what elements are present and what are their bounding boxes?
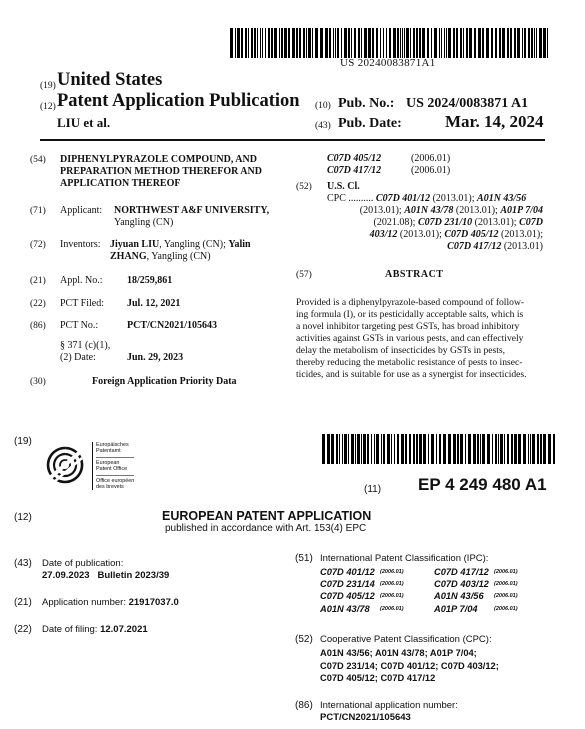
us-cpc-version: (2013.01) <box>501 241 543 252</box>
us-inventor-name: Jiyuan LIU <box>110 239 160 250</box>
ep-code-12: (12) <box>14 512 32 523</box>
us-pct-no-label: PCT No.: <box>60 320 99 331</box>
us-cpc-version: (2013.01); <box>359 205 405 216</box>
epo-logo-text: Patent Office <box>96 466 128 472</box>
ep-filing-date: 12.07.2021 <box>100 624 148 635</box>
us-uscl-code: (52) <box>296 182 312 192</box>
ep-filing-label: Date of filing: <box>42 624 98 635</box>
us-title-line: PREPARATION METHOD THEREFOR AND <box>60 166 262 177</box>
ep-ipc-class: C07D 417/12 <box>434 567 489 577</box>
us-ipc-version: (2006.01) <box>411 153 451 164</box>
ep-ipc-row <box>320 566 518 578</box>
us-barcode <box>230 28 550 58</box>
ep-filing-line <box>42 624 148 635</box>
us-inventor-loc: , Yangling (CN) <box>146 251 211 262</box>
ep-cpc-line: A01N 43/56; A01N 43/78; A01P 7/04; <box>320 648 477 658</box>
us-pub-no-label: Pub. No.: <box>338 96 395 111</box>
us-cpc-version: (2013.01); <box>453 205 501 216</box>
us-pub-date-code: (43) <box>315 121 331 131</box>
us-cpc-version: (2013.01); <box>498 229 543 240</box>
us-cpc-class: C07D 231/10 <box>417 217 473 228</box>
us-appl-no: 18/259,861 <box>127 275 173 286</box>
us-cpc-label: CPC <box>327 193 346 204</box>
ep-code-11: (11) <box>364 484 382 495</box>
us-ipc-row <box>327 165 450 177</box>
ep-app-no-line <box>42 597 179 608</box>
us-applicant-label: Applicant: <box>60 205 103 216</box>
us-cpc-class: A01P 7/04 <box>500 205 543 216</box>
ep-ipc-version: (2006.01) <box>380 569 404 575</box>
ep-date-pub-label: Date of publication: <box>42 558 124 569</box>
us-s371-line2: (2) Date: <box>60 352 96 363</box>
us-cpc-line <box>447 241 543 253</box>
us-applicant-name: NORTHWEST A&F UNIVERSITY, <box>114 205 270 216</box>
us-abstract-line: ticides, and is suitable for use as a synergist for insecticides. <box>296 369 527 380</box>
us-cpc-class: C07D 417/12 <box>447 241 502 252</box>
epo-logo-text: Office européen <box>96 478 135 484</box>
ep-ipc-version: (2006.01) <box>380 605 404 612</box>
ep-ipc-grid <box>320 566 518 615</box>
ep-ipc-version: (2006.01) <box>494 605 518 612</box>
epo-logo <box>44 440 154 498</box>
us-ipc-class: C07D 417/12 <box>327 165 382 176</box>
ep-cpc-label: Cooperative Patent Classification (CPC): <box>320 634 492 645</box>
ep-cpc-list <box>320 647 499 685</box>
us-pct-filed-label: PCT Filed: <box>60 298 104 309</box>
ep-ipc-version: (2006.01) <box>494 593 518 600</box>
us-priority-label: Foreign Application Priority Data <box>92 376 237 387</box>
us-inventor-loc: , Yangling (CN); <box>159 239 226 250</box>
us-abstract-line: ing formula (I), or its pesticidally acceptable salts, which is <box>296 309 524 320</box>
us-inventor-name: Yalin <box>228 239 251 250</box>
epo-logo-text: des brevets <box>96 484 124 490</box>
us-title <box>60 154 295 190</box>
ep-ipc-version: (2006.01) <box>380 593 404 600</box>
us-cpc-class: C07D <box>519 217 543 228</box>
us-cpc-version: (2013.01); <box>430 193 478 204</box>
ep-ipc-row <box>320 603 518 615</box>
us-title-line: APPLICATION THEREOF <box>60 178 181 189</box>
ep-ipc-label: International Patent Classification (IPC): <box>320 553 489 564</box>
us-abstract-code: (57) <box>296 270 312 280</box>
ep-cpc-line: C07D 231/14; C07D 401/12; C07D 403/12; <box>320 660 499 671</box>
us-s371-line1: § 371 (c)(1), <box>60 340 111 351</box>
us-cpc-line <box>360 205 543 217</box>
us-ipc-class: C07D 405/12 <box>327 153 382 164</box>
us-abstract-line: delay the metabolism of insecticides by GSTs in pests, <box>296 345 506 356</box>
us-applicant-loc: Yangling (CN) <box>114 217 174 228</box>
ep-filing-code: (22) <box>14 624 32 635</box>
us-cpc-dots: .......... <box>348 193 374 204</box>
us-appl-code: (21) <box>30 276 46 286</box>
us-cpc-version: (2021.08); <box>373 217 418 228</box>
us-abstract-line: activities against GSTs in various pests, and can effectively <box>296 333 524 344</box>
ep-ipc-version: (2006.01) <box>380 581 404 588</box>
us-inventors-label: Inventors: <box>60 239 101 250</box>
us-abstract-line: thereby reducing the metabolic resistance of pests to insec- <box>296 357 523 368</box>
us-abstract-line: Provided is a diphenylpyrazole-based compound of follow- <box>296 297 525 308</box>
us-ipc-table <box>327 153 450 177</box>
us-applicant-code: (71) <box>30 206 46 216</box>
ep-ipc-row <box>320 578 518 590</box>
ep-ipc-class: A01P 7/04 <box>434 603 478 614</box>
ep-ipc-class: A01N 43/78 <box>320 603 370 614</box>
us-pct-filed-code: (22) <box>30 299 46 309</box>
ep-app-no-code: (21) <box>14 597 32 608</box>
us-barcode-number: US 20240083871A1 <box>340 57 436 69</box>
us-inventor-name: ZHANG <box>110 251 147 262</box>
us-ipc-version: (2006.01) <box>411 165 451 176</box>
us-country-code: (19) <box>40 81 56 91</box>
ep-intl-label: International application number: <box>320 700 458 711</box>
us-s371-date: Jun. 29, 2023 <box>127 352 184 363</box>
ep-ipc-version: (2006.01) <box>494 581 518 588</box>
us-cpc-line <box>374 217 543 229</box>
epo-logo-icon <box>44 442 86 490</box>
us-cpc-line <box>327 193 526 205</box>
ep-cpc-line: C07D 405/12; C07D 417/12 <box>320 673 436 683</box>
us-cpc-line <box>370 229 543 241</box>
us-pub-type: Patent Application Publication <box>57 91 300 111</box>
ep-ipc-class: C07D 401/12 <box>320 567 375 577</box>
ep-ipc-class: C07D 403/12 <box>434 579 489 590</box>
ep-ipc-class: C07D 405/12 <box>320 591 375 602</box>
us-inventors-short: LIU et al. <box>57 115 111 130</box>
ep-cpc-code: (52) <box>295 634 313 645</box>
us-pub-no-code: (10) <box>315 101 331 111</box>
us-priority-code: (30) <box>30 377 46 387</box>
us-pct-filed: Jul. 12, 2021 <box>127 298 181 309</box>
us-inventors-code: (72) <box>30 240 46 250</box>
us-header-rule <box>40 139 545 141</box>
us-pub-date: Mar. 14, 2024 <box>445 112 544 131</box>
us-abstract-title: ABSTRACT <box>385 269 444 280</box>
ep-code-19: (19) <box>14 436 32 447</box>
us-ipc-row <box>327 153 450 165</box>
ep-intl-code: (86) <box>295 700 313 711</box>
ep-ipc-code: (51) <box>295 553 313 564</box>
us-inventors-line2 <box>110 251 211 263</box>
ep-title: EUROPEAN PATENT APPLICATION <box>162 509 372 523</box>
us-cpc-class: C07D 405/12 <box>444 229 499 240</box>
us-pub-date-label: Pub. Date: <box>338 116 402 131</box>
us-cpc-class: A01N 43/78 <box>404 205 454 216</box>
us-pct-no-code: (86) <box>30 321 46 331</box>
us-cpc-class: 403/12 <box>369 229 398 240</box>
epo-logo-text: Europäisches <box>96 442 129 448</box>
us-cpc-version: (2013.01); <box>397 229 445 240</box>
us-country: United States <box>57 70 163 90</box>
ep-ipc-version: (2006.01) <box>494 569 518 575</box>
ep-intl-no: PCT/CN2021/105643 <box>320 712 411 723</box>
ep-ipc-row <box>320 590 518 602</box>
us-appl-label: Appl. No.: <box>60 275 103 286</box>
us-cpc-class: C07D 401/12 <box>375 193 431 204</box>
us-pub-type-code: (12) <box>40 102 56 112</box>
us-abstract-line: a novel inhibitor targeting pest GSTs, has broad inhibitory <box>296 321 520 332</box>
us-abstract-body <box>296 297 546 381</box>
ep-pub-number: EP 4 249 480 A1 <box>418 475 547 494</box>
ep-barcode <box>322 434 557 464</box>
ep-date-pub-code: (43) <box>14 558 32 569</box>
ep-ipc-class: C07D 231/14 <box>320 579 375 590</box>
us-inventors-line1 <box>110 239 251 251</box>
us-title-code: (54) <box>30 155 46 165</box>
ep-ipc-class: A01N 43/56 <box>434 591 484 602</box>
epo-logo-text: Patentamt <box>96 448 121 454</box>
us-cpc-class: A01N 43/56 <box>477 193 527 204</box>
ep-app-no: 21917037.0 <box>128 597 179 608</box>
us-pct-no: PCT/CN2021/105643 <box>127 320 217 331</box>
us-pub-no: US 2024/0083871 A1 <box>406 96 529 111</box>
ep-subtitle: published in accordance with Art. 153(4) EPC <box>165 523 367 534</box>
epo-logo-text: European <box>96 460 120 466</box>
us-cpc-version: (2013.01); <box>472 217 520 228</box>
ep-app-no-label: Application number: <box>42 597 126 608</box>
us-uscl-label: U.S. Cl. <box>327 181 360 192</box>
ep-date-pub-value: 27.09.2023 Bulletin 2023/39 <box>42 570 170 581</box>
us-title-line: DIPHENYLPYRAZOLE COMPOUND, AND <box>60 154 257 165</box>
